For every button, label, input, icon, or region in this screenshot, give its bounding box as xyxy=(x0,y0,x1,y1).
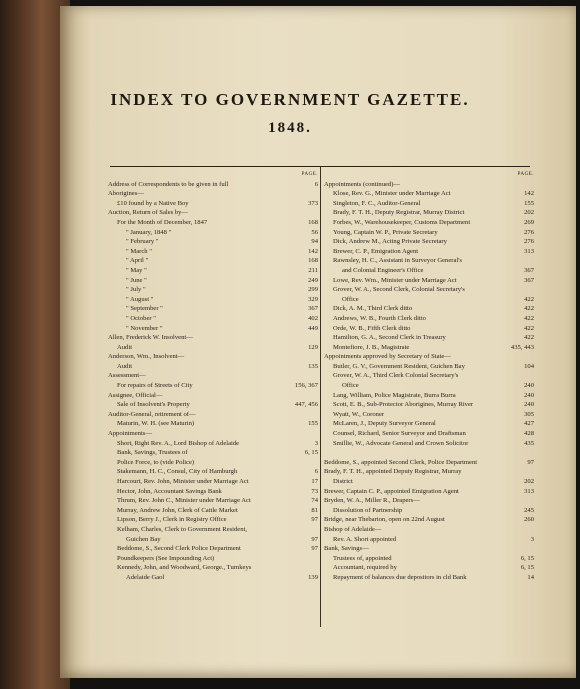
entry-text: Appointments approved by Secretary of State— xyxy=(324,353,451,361)
entry-text: Lipson, Berry J., Clerk in Registry Office xyxy=(117,516,227,524)
entry-text: Address of Correspondents to be given in full xyxy=(108,180,229,188)
entry-text: Poundkeepers (See Impounding Act) xyxy=(117,554,215,562)
entry-page: 428 xyxy=(524,430,534,438)
entry-page: 129 xyxy=(308,343,318,351)
entry-page: 435, 443 xyxy=(510,343,534,351)
index-entry xyxy=(108,458,318,468)
index-entry xyxy=(324,544,534,554)
index-entry xyxy=(324,419,534,429)
entry-text: Singleton, F. C., Auditor-General xyxy=(333,199,421,207)
entry-page: 97 xyxy=(311,545,318,553)
index-entry xyxy=(324,525,534,535)
entry-text: Repayment of balances due depositors in cld Bank xyxy=(333,573,467,581)
entry-page: 155 xyxy=(308,420,318,428)
index-entry xyxy=(324,237,534,247)
entry-page: 14 xyxy=(527,573,534,581)
index-entry xyxy=(108,180,318,190)
entry-text: £10 found by a Native Boy xyxy=(117,199,189,207)
index-entry xyxy=(324,304,534,314)
entry-text: " November " xyxy=(126,324,163,332)
entry-text: Beddome, S., Second Clerk Police Department xyxy=(117,545,241,553)
index-entry xyxy=(324,535,534,545)
entry-page: 427 xyxy=(524,420,534,428)
index-entry xyxy=(108,276,318,286)
entry-text: Office xyxy=(342,382,359,390)
entry-page: 435 xyxy=(524,439,534,447)
entry-text: Grover, W. A., Second Clerk, Colonial Secretary's xyxy=(333,286,465,294)
entry-text: " August " xyxy=(126,295,154,303)
index-entry xyxy=(108,487,318,497)
entry-text: " April " xyxy=(126,257,149,265)
entry-page: 249 xyxy=(308,276,318,284)
entry-text: Kelham, Charles, Clerk to Government Resident, xyxy=(117,525,248,533)
entry-page: 373 xyxy=(308,199,318,207)
index-entry xyxy=(108,506,318,516)
entry-page: 17 xyxy=(311,478,318,485)
entry-page: 211 xyxy=(308,266,318,274)
entry-page: 168 xyxy=(308,218,318,226)
entry-text: Lang, William, Police Magistrate, Burra Burra xyxy=(333,391,456,399)
entry-page: 240 xyxy=(524,401,534,409)
entry-text: Office xyxy=(342,295,359,303)
entry-text: Murray, Andrew John, Clerk of Cattle Market xyxy=(117,506,238,514)
entry-text: Young, Captain W. P., Private Secretary xyxy=(333,228,438,236)
entry-page: 422 xyxy=(524,314,534,322)
index-entry xyxy=(324,563,534,573)
entry-page: 447, 456 xyxy=(294,401,318,409)
index-entry xyxy=(108,544,318,554)
entry-page: 3 xyxy=(530,535,534,543)
index-entry xyxy=(108,362,318,372)
entry-text: " January, 1848 " xyxy=(126,228,172,236)
index-entry xyxy=(108,304,318,314)
entry-text: Police Force, to (vide Police) xyxy=(117,458,195,466)
entry-page: 97 xyxy=(527,458,534,466)
entry-page: 104 xyxy=(524,362,534,370)
index-entry xyxy=(108,314,318,324)
index-entry xyxy=(108,256,318,266)
index-entry xyxy=(108,525,318,535)
entry-page: 74 xyxy=(311,497,318,505)
entry-text: Maturin, W. H. (see Maturin) xyxy=(117,420,195,428)
index-entry xyxy=(324,496,534,506)
page-column-header: PAGE. xyxy=(301,172,318,177)
entry-text: Smillie, W., Advocate General and Crown Solicitor xyxy=(333,439,469,447)
entry-text: Butler, G. V., Government Resident, Guichen Bay xyxy=(333,362,465,370)
index-entry xyxy=(324,333,534,343)
index-entry xyxy=(324,439,534,449)
entry-page: 6, 15 xyxy=(520,554,534,562)
entry-text: Sale of Insolvent's Property xyxy=(117,401,190,409)
index-entry xyxy=(108,419,318,429)
index-entry xyxy=(324,573,534,583)
index-column-right xyxy=(324,170,534,583)
index-entry xyxy=(324,391,534,401)
entry-text: Andrews, W. B., Fourth Clerk ditto xyxy=(333,314,426,322)
entry-page: 3 xyxy=(314,439,318,447)
entry-page: 97 xyxy=(311,535,318,543)
index-entry xyxy=(324,228,534,238)
index-entry xyxy=(324,266,534,276)
index-entry xyxy=(324,515,534,525)
entry-page: 260 xyxy=(524,516,534,524)
entry-page: 276 xyxy=(524,228,534,236)
entry-text: Stakemann, H. C., Consul, City of Hamburgh xyxy=(117,468,238,476)
column-divider xyxy=(320,167,321,627)
index-entry xyxy=(324,429,534,439)
entry-page: 329 xyxy=(308,295,318,303)
entry-page: 97 xyxy=(311,516,318,524)
index-entry xyxy=(108,247,318,257)
index-entry xyxy=(324,295,534,305)
index-entry xyxy=(324,314,534,324)
entry-text: Grover, W. A., Third Clerk Colonial Secretary's xyxy=(333,372,459,380)
entry-text: Bank, Savings, Trustees of xyxy=(117,449,188,457)
index-entry xyxy=(108,515,318,525)
index-entry xyxy=(108,477,318,487)
entry-page: 56 xyxy=(311,228,318,236)
entry-page: 6, 15 xyxy=(520,564,534,572)
entry-page: 367 xyxy=(524,266,534,274)
index-entry xyxy=(108,199,318,209)
entry-page: 6 xyxy=(314,180,318,188)
index-entry xyxy=(324,208,534,218)
page-column-header: PAGE. xyxy=(517,172,534,177)
entry-text: Brewer, C. P., Emigration Agent xyxy=(333,247,419,255)
index-entry xyxy=(324,467,534,477)
index-entry xyxy=(108,371,318,381)
entry-text: " September " xyxy=(126,305,163,313)
index-entry xyxy=(324,343,534,353)
index-entry xyxy=(324,410,534,420)
entry-page: 6, 15 xyxy=(304,449,318,457)
entry-page: 313 xyxy=(524,487,534,495)
entry-page: 142 xyxy=(524,190,534,198)
index-entry xyxy=(324,189,534,199)
entry-text: For the Month of December, 1847 xyxy=(117,218,208,226)
entry-page: 73 xyxy=(311,487,318,495)
entry-page: 367 xyxy=(524,276,534,284)
entry-text: Adelaide Gaol xyxy=(126,573,165,581)
entry-text: Wyatt, W., Coroner xyxy=(333,410,385,418)
page-year: 1848. xyxy=(268,120,312,136)
entry-page: 367 xyxy=(308,305,318,313)
index-entry xyxy=(324,448,534,458)
index-entry xyxy=(108,563,318,573)
entry-text: Forbes, W., Warehousekeeper, Customs Department xyxy=(333,218,471,226)
index-entry xyxy=(108,266,318,276)
index-entry xyxy=(108,237,318,247)
entry-text: and Colonial Engineer's Office xyxy=(342,266,424,274)
index-entry xyxy=(324,458,534,468)
entry-text: For repairs of Streets of City xyxy=(117,382,193,390)
entry-text: Orde, W. B., Fifth Clerk ditto xyxy=(333,324,411,332)
entry-text: District xyxy=(333,478,353,485)
index-entry xyxy=(108,285,318,295)
index-entry xyxy=(324,554,534,564)
index-entry xyxy=(108,554,318,564)
entry-text: Hamilton, G. A., Second Clerk in Treasury xyxy=(333,334,446,342)
entry-text: Assignee, Official— xyxy=(108,391,163,399)
entry-text: Anderson, Wm., Insolvent— xyxy=(108,353,185,361)
entry-page: 155 xyxy=(524,199,534,207)
index-entry xyxy=(324,199,534,209)
entry-text: Harcourt, Rev. John, Minister under Marriage Act xyxy=(117,478,249,485)
entry-page: 245 xyxy=(524,506,534,514)
entry-page: 422 xyxy=(524,324,534,332)
entry-text: Trustees of, appointed xyxy=(333,554,392,562)
entry-text: Bishop of Adelaide— xyxy=(324,525,382,533)
entry-page: 305 xyxy=(524,410,534,418)
index-entry xyxy=(324,285,534,295)
entry-text: Aborigines— xyxy=(108,190,144,198)
entry-text: Montefiore, J. B., Magistrate xyxy=(333,343,410,351)
entry-text: Allen, Frederick W. Insolvent— xyxy=(108,334,193,342)
entry-text: Assessment— xyxy=(108,372,146,380)
entry-page: 156, 367 xyxy=(294,382,318,390)
entry-page: 81 xyxy=(311,506,318,514)
entry-text: Thrum, Rev. John C., Minister under Marriage Act xyxy=(117,497,251,505)
entry-text: Beddome, S., appointed Second Clerk, Police Department xyxy=(324,458,478,466)
index-entry xyxy=(108,218,318,228)
entry-text: Brady, F. T. H., appointed Deputy Registrar, Murray xyxy=(324,468,462,476)
index-entry xyxy=(108,295,318,305)
entry-text: Accountant, required by xyxy=(333,564,397,572)
entry-text: Lowe, Rev. Wm., Minister under Marriage Act xyxy=(333,276,457,284)
entry-text: Dick, A. M., Third Clerk ditto xyxy=(333,305,413,313)
index-entry xyxy=(324,276,534,286)
entry-text: Rawnsley, H. C., Assistant in Surveyor General's xyxy=(333,257,462,265)
entry-page: 276 xyxy=(524,238,534,246)
index-entry xyxy=(324,352,534,362)
index-entry xyxy=(108,448,318,458)
index-entry xyxy=(324,400,534,410)
entry-text: Dick, Andrew M., Acting Private Secretary xyxy=(333,238,447,246)
entry-page: 422 xyxy=(524,295,534,303)
index-entry xyxy=(108,496,318,506)
entry-page: 168 xyxy=(308,257,318,265)
index-entry xyxy=(324,506,534,516)
index-entry xyxy=(324,381,534,391)
entry-page: 135 xyxy=(308,362,318,370)
entry-text: Bridge, near Thebarton, open on 22nd August xyxy=(324,516,445,524)
entry-text: Short, Right Rev. A., Lord Bishop of Adelaide xyxy=(117,439,240,447)
entry-page: 202 xyxy=(524,209,534,217)
index-entry xyxy=(324,477,534,487)
index-entry xyxy=(108,228,318,238)
index-entry xyxy=(324,371,534,381)
index-entry xyxy=(108,400,318,410)
entry-text: Bank, Savings— xyxy=(324,545,369,553)
entry-text: Auction, Return of Sales by— xyxy=(108,209,189,217)
entry-text: Counsel, Richard, Senior Surveyor and Draftsman xyxy=(333,430,466,438)
entry-text: " March " xyxy=(126,247,152,255)
index-entry xyxy=(108,208,318,218)
index-entry xyxy=(108,352,318,362)
entry-text: Hector, John, Accountant Savings Bank xyxy=(117,487,222,495)
entry-text: " February " xyxy=(126,238,159,246)
entry-text: Dissolution of Partnership xyxy=(333,506,403,514)
entry-text: " June " xyxy=(126,276,147,284)
index-entry xyxy=(108,429,318,439)
entry-text: Brady, F. T. H., Deputy Registrar, Murray District xyxy=(333,209,465,217)
entry-text: Brewer, Captain C. P., appointed Emigration Agent xyxy=(324,487,459,495)
index-entry xyxy=(324,362,534,372)
entry-text: Auditor-General, retirement of— xyxy=(108,410,196,418)
entry-page: 269 xyxy=(524,218,534,226)
index-entry xyxy=(108,467,318,477)
index-entry xyxy=(108,391,318,401)
index-entry xyxy=(108,573,318,583)
index-entry xyxy=(324,218,534,228)
index-entry xyxy=(324,247,534,257)
entry-text: " October " xyxy=(126,314,156,322)
entry-text: Audit xyxy=(117,362,133,370)
entry-page: 449 xyxy=(308,324,318,332)
entry-page: 6 xyxy=(314,468,318,476)
entry-text: " July " xyxy=(126,286,146,294)
index-entry xyxy=(324,324,534,334)
entry-page: 142 xyxy=(308,247,318,255)
index-entry xyxy=(324,256,534,266)
entry-text: Rev. A. Short appointed xyxy=(333,535,397,543)
entry-page: 139 xyxy=(308,573,318,581)
entry-page: 240 xyxy=(524,382,534,390)
entry-page: 402 xyxy=(308,314,318,322)
index-entry xyxy=(324,487,534,497)
index-entry xyxy=(108,381,318,391)
entry-page: 299 xyxy=(308,286,318,294)
entry-page: 202 xyxy=(524,478,534,485)
entry-text: McLaren, J., Deputy Surveyor General xyxy=(333,420,436,428)
index-entry xyxy=(108,333,318,343)
page-title: INDEX TO GOVERNMENT GAZETTE. xyxy=(110,90,470,109)
entry-text: " May " xyxy=(126,266,147,274)
entry-text: Scott, E. B., Sub-Protector Aborigines, Murray River xyxy=(333,401,474,409)
entry-page: 422 xyxy=(524,305,534,313)
index-entry xyxy=(108,439,318,449)
index-entry xyxy=(108,324,318,334)
index-column-left xyxy=(108,170,318,583)
entry-text: Guichen Bay xyxy=(126,535,161,543)
entry-page: 313 xyxy=(524,247,534,255)
entry-page: 94 xyxy=(311,238,318,246)
index-entry xyxy=(108,189,318,199)
entry-text: Bryden, W. A., Miller R., Drapers— xyxy=(324,497,420,505)
entry-text: Kennedy, John, and Woodward, George., Turnkeys xyxy=(117,564,252,572)
entry-text: Audit xyxy=(117,343,133,351)
entry-text: Appointments— xyxy=(108,430,152,438)
index-entry xyxy=(108,343,318,353)
entry-page: 422 xyxy=(524,334,534,342)
entry-page: 240 xyxy=(524,391,534,399)
index-entry xyxy=(108,410,318,420)
entry-text: Appointments (continued)— xyxy=(324,180,400,188)
entry-text: Klose, Rev. G., Minister under Marriage Act xyxy=(333,190,451,198)
index-entry xyxy=(108,535,318,545)
index-entry xyxy=(324,180,534,190)
